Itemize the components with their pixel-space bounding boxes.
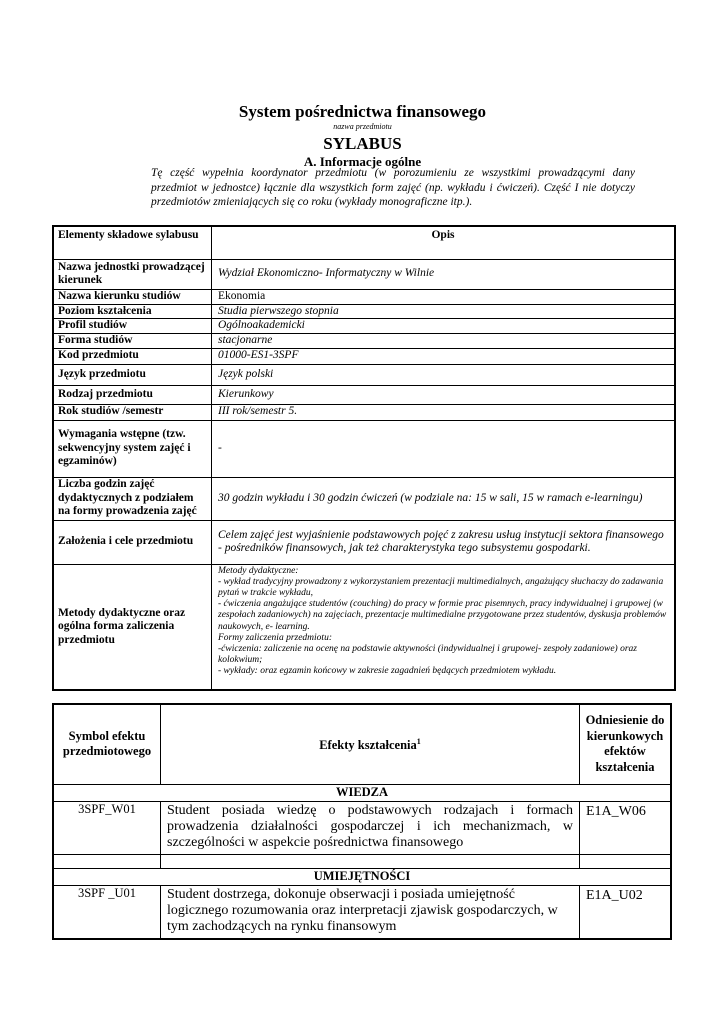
empty-cell bbox=[53, 854, 161, 868]
row-value: Język polski bbox=[212, 364, 676, 385]
section-a-heading: A. Informacje ogólne bbox=[303, 154, 422, 169]
col-symbol-header: Symbol efektu przedmiotowego bbox=[53, 704, 161, 784]
col-effects-label: Efekty kształcenia bbox=[319, 738, 417, 753]
methods-line: - ćwiczenia angażujące studentów (couching) do pracy w formie prac pisemnych, pracy indywidualnej i grupowej (w zespołach zadaniowych) na zajęciach, prezentacje multimedialne przygotowane przez studentów, dyskusja problemów naukowych, e- learning. bbox=[218, 599, 667, 632]
row-value: Ekonomia bbox=[212, 289, 676, 304]
methods-line: Formy zaliczenia przedmiotu: bbox=[218, 632, 332, 643]
row-label: Założenia i cele przedmiotu bbox=[53, 520, 212, 564]
col-description-header: Opis bbox=[212, 226, 676, 259]
intro-paragraph: Tę część wypełnia koordynator przedmiotu (w porozumieniu ze wszystkimi prowadzącymi dany przedmiot w jednostce) łącznie dla wszystkich form zajęć (np. wykładu i ćwiczeń). Część I nie dotyczy przedmiotów zmieniających się co roku (wykłady monograficzne itp.). bbox=[151, 167, 635, 208]
section-row bbox=[53, 868, 671, 885]
document-header bbox=[0, 102, 725, 169]
table-row bbox=[53, 289, 675, 304]
row-label: Liczba godzin zajęć dydaktycznych z podziałem na formy prowadzenia zajęć bbox=[53, 477, 212, 520]
document-title: SYLABUS bbox=[323, 134, 402, 153]
effect-symbol: 3SPF _U01 bbox=[53, 885, 161, 939]
table-row bbox=[53, 364, 675, 385]
table-row bbox=[53, 404, 675, 420]
row-value: Wydział Ekonomiczno- Informatyczny w Wilnie bbox=[212, 259, 676, 289]
row-value: 30 godzin wykładu i 30 godzin ćwiczeń (w podziale na: 15 w sali, 15 w ramach e-learningu) bbox=[212, 477, 676, 520]
row-value: III rok/semestr 5. bbox=[212, 404, 676, 420]
table-row bbox=[53, 564, 675, 690]
table-row bbox=[53, 385, 675, 404]
row-value: - bbox=[212, 420, 676, 477]
table-header-row bbox=[53, 226, 675, 259]
table-row bbox=[53, 420, 675, 477]
effect-description: Student posiada wiedzę o podstawowych rodzajach i formach prowadzenia działalności gospodarczej i ich mechanizmach, w szczególności w aspekcie pośrednictwa finansowego bbox=[161, 801, 580, 854]
col-reference-header: Odniesienie do kierunkowych efektów kształcenia bbox=[580, 704, 672, 784]
row-label: Metody dydaktyczne oraz ogólna forma zaliczenia przedmiotu bbox=[53, 564, 212, 690]
table-header-row bbox=[53, 704, 671, 784]
effect-reference: E1A_W06 bbox=[580, 801, 672, 854]
row-label: Język przedmiotu bbox=[53, 364, 212, 385]
row-label: Rodzaj przedmiotu bbox=[53, 385, 212, 404]
col-effects-header bbox=[161, 704, 580, 784]
row-value: Kierunkowy bbox=[212, 385, 676, 404]
table-row bbox=[53, 304, 675, 319]
effect-symbol: 3SPF_W01 bbox=[53, 801, 161, 854]
col-elements-header: Elementy składowe sylabusu bbox=[53, 226, 212, 259]
row-value: Studia pierwszego stopnia bbox=[212, 304, 676, 319]
row-value: Celem zajęć jest wyjaśnienie podstawowych pojęć z zakresu usług instytucji sektora finansowego - pośredników finansowych, jak też charakterystyka tego subsystemu gospodarki. bbox=[212, 520, 676, 564]
row-label: Nazwa kierunku studiów bbox=[53, 289, 212, 304]
row-label: Rok studiów /semestr bbox=[53, 404, 212, 420]
section-skills: UMIEJĘTNOŚCI bbox=[53, 868, 671, 885]
row-label: Forma studiów bbox=[53, 334, 212, 349]
table-row bbox=[53, 319, 675, 334]
methods-line: Metody dydaktyczne: bbox=[218, 565, 299, 576]
row-value: 01000-ES1-3SPF bbox=[212, 348, 676, 364]
section-knowledge: WIEDZA bbox=[53, 784, 671, 801]
table-row-empty bbox=[53, 854, 671, 868]
effect-description: Student dostrzega, dokonuje obserwacji i posiada umiejętność logicznego rozumowania oraz interpretacji zjawisk gospodarczych, w tym zachodzących na rynku finansowym bbox=[161, 885, 580, 939]
empty-cell bbox=[161, 854, 580, 868]
subject-caption: nazwa przedmiotu bbox=[333, 122, 392, 131]
table-row bbox=[53, 259, 675, 289]
empty-cell bbox=[580, 854, 672, 868]
effect-reference: E1A_U02 bbox=[580, 885, 672, 939]
row-label: Nazwa jednostki prowadzącej kierunek bbox=[53, 259, 212, 289]
row-value-methods bbox=[212, 564, 676, 690]
table-row bbox=[53, 801, 671, 854]
table-row bbox=[53, 334, 675, 349]
row-value: stacjonarne bbox=[212, 334, 676, 349]
table-row bbox=[53, 885, 671, 939]
row-label: Poziom kształcenia bbox=[53, 304, 212, 319]
methods-line: -ćwiczenia: zaliczenie na ocenę na podstawie aktywności (indywidualnej i grupowej- zespoły zadaniowe) oraz kolokwium; bbox=[218, 643, 637, 666]
row-label: Profil studiów bbox=[53, 319, 212, 334]
row-value: Ogólnoakademicki bbox=[212, 319, 676, 334]
row-label: Wymagania wstępne (tzw. sekwencyjny system zajęć i egzaminów) bbox=[53, 420, 212, 477]
general-info-table bbox=[52, 225, 676, 691]
subject-title: System pośrednictwa finansowego bbox=[238, 102, 487, 121]
row-label: Kod przedmiotu bbox=[53, 348, 212, 364]
table-row bbox=[53, 348, 675, 364]
learning-effects-table bbox=[52, 703, 672, 940]
methods-line: - wykłady: oraz egzamin końcowy w zakresie zagadnień będących przedmiotem wykładu. bbox=[218, 666, 557, 677]
table-row bbox=[53, 477, 675, 520]
section-row bbox=[53, 784, 671, 801]
table-row bbox=[53, 520, 675, 564]
footnote-marker: 1 bbox=[416, 737, 421, 747]
methods-line: - wykład tradycyjny prowadzony z wykorzystaniem prezentacji multimedialnych, angażujący słuchaczy do zadawania pytań w trakcie wykładu, bbox=[218, 576, 664, 598]
